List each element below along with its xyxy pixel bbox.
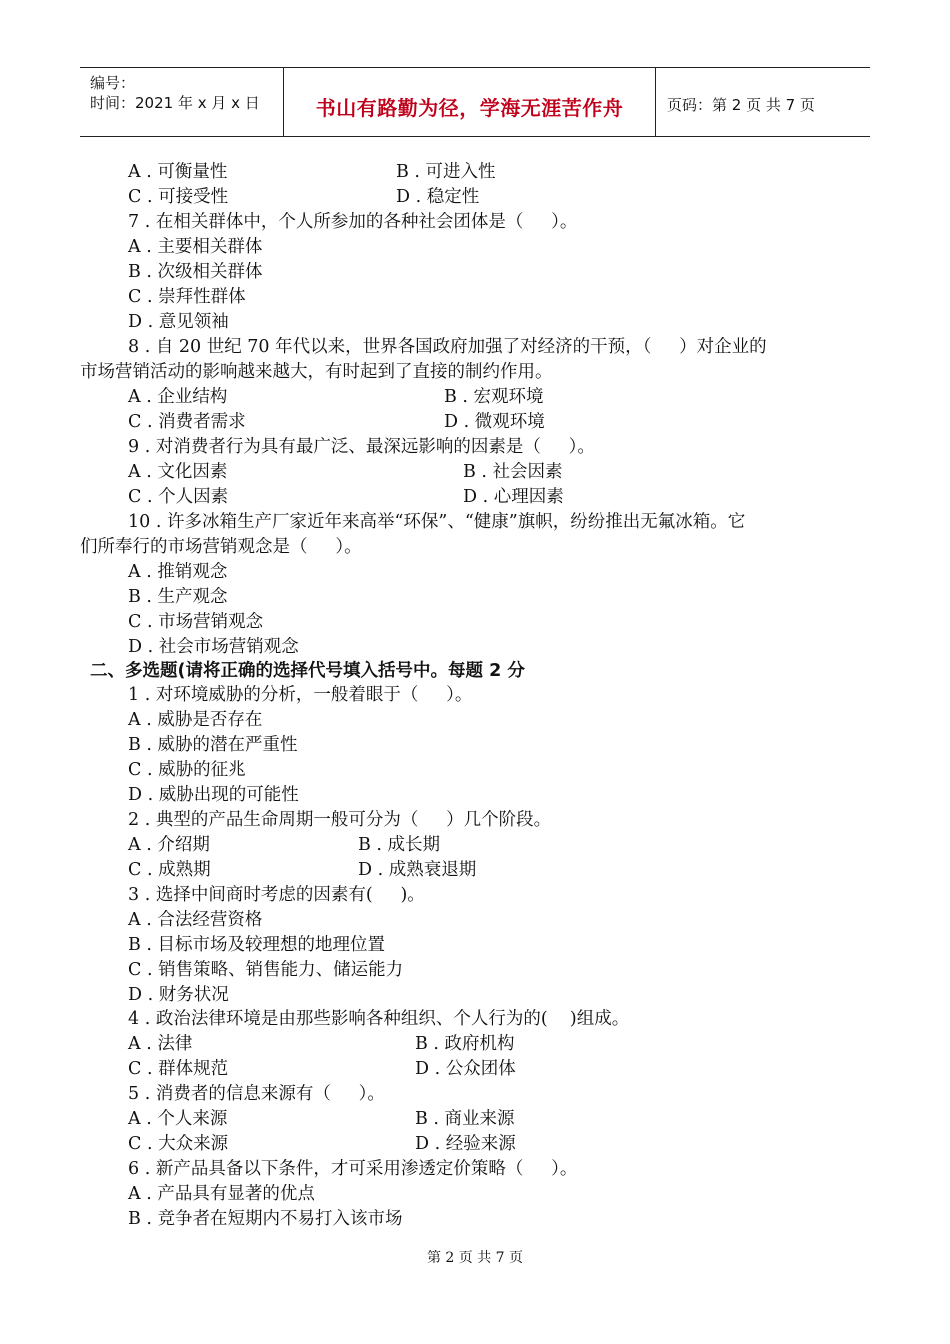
page-footer: 第 2 页 共 7 页 bbox=[426, 1250, 524, 1266]
text-line: A . 法律 bbox=[128, 1034, 193, 1054]
text-line: B . 商业来源 bbox=[415, 1109, 515, 1129]
document-header bbox=[80, 67, 870, 137]
text-line: A . 企业结构 bbox=[128, 387, 228, 407]
text-line: A . 可衡量性 bbox=[128, 162, 228, 182]
time-label: 时间：2021 年 x 月 x 日 bbox=[90, 94, 260, 112]
text-line: 9 . 对消费者行为具有最广泛、最深远影响的因素是（ ）。 bbox=[128, 437, 595, 457]
text-line: A . 文化因素 bbox=[128, 462, 228, 482]
text-line: C . 可接受性 bbox=[128, 187, 229, 207]
text-line: D . 意见领袖 bbox=[128, 312, 229, 332]
text-line: C . 消费者需求 bbox=[128, 412, 246, 432]
header-page-cell bbox=[655, 68, 870, 136]
text-line: D . 经验来源 bbox=[415, 1134, 516, 1154]
text-line: D . 公众团体 bbox=[415, 1059, 516, 1079]
text-line: C . 群体规范 bbox=[128, 1059, 229, 1079]
text-line: 们所奉行的市场营销观念是（ ）。 bbox=[80, 537, 362, 557]
text-line: A . 介绍期 bbox=[128, 835, 210, 855]
text-line: C . 成熟期 bbox=[128, 860, 211, 880]
motto: 书山有路勤为径，学海无涯苦作舟 bbox=[315, 96, 624, 120]
text-line: C . 销售策略、销售能力、储运能力 bbox=[128, 960, 404, 980]
text-line: A . 推销观念 bbox=[128, 562, 228, 582]
text-line: D . 财务状况 bbox=[128, 985, 229, 1005]
text-line: D . 威胁出现的可能性 bbox=[128, 785, 299, 805]
text-line: A . 合法经营资格 bbox=[128, 910, 263, 930]
text-line: B . 宏观环境 bbox=[444, 387, 544, 407]
text-line: D . 稳定性 bbox=[396, 187, 480, 207]
text-line: C . 个人因素 bbox=[128, 487, 229, 507]
text-line: A . 威胁是否存在 bbox=[128, 710, 263, 730]
text-line: 5 . 消费者的信息来源有（ ）。 bbox=[128, 1084, 385, 1104]
text-line: B . 成长期 bbox=[358, 835, 441, 855]
header-meta bbox=[80, 68, 283, 136]
text-line: D . 心理因素 bbox=[463, 487, 564, 507]
text-line: C . 大众来源 bbox=[128, 1134, 229, 1154]
text-line: 2 . 典型的产品生命周期一般可分为（ ）几个阶段。 bbox=[128, 810, 552, 830]
text-line: B . 生产观念 bbox=[128, 587, 228, 607]
text-line: D . 社会市场营销观念 bbox=[128, 637, 299, 657]
text-line: 1 . 对环境威胁的分析，一般着眼于（ ）。 bbox=[128, 685, 473, 705]
text-line: D . 微观环境 bbox=[444, 412, 545, 432]
text-line: B . 竞争者在短期内不易打入该市场 bbox=[128, 1209, 403, 1229]
text-line: B . 政府机构 bbox=[415, 1034, 515, 1054]
text-line: D . 成熟衰退期 bbox=[358, 860, 477, 880]
text-line: C . 威胁的征兆 bbox=[128, 760, 246, 780]
text-line: B . 目标市场及较理想的地理位置 bbox=[128, 935, 386, 955]
text-line: 市场营销活动的影响越来越大，有时起到了直接的制约作用。 bbox=[80, 362, 553, 382]
text-line: B . 威胁的潜在严重性 bbox=[128, 735, 298, 755]
text-line: A . 个人来源 bbox=[128, 1109, 228, 1129]
text-line: 7 . 在相关群体中，个人所参加的各种社会团体是（ ）。 bbox=[128, 212, 578, 232]
text-line: A . 产品具有显著的优点 bbox=[128, 1184, 315, 1204]
section-heading: 二、多选题(请将正确的选择代号填入括号中。每题 2 分 bbox=[90, 661, 525, 681]
text-line: 10 . 许多冰箱生产厂家近年来高举“环保”、“健康”旗帜，纷纷推出无氟冰箱。它 bbox=[128, 512, 746, 532]
text-line: 3 . 选择中间商时考虑的因素有( )。 bbox=[128, 885, 425, 905]
page-info: 页码：第 2 页 共 7 页 bbox=[667, 96, 815, 114]
text-line: B . 社会因素 bbox=[463, 462, 563, 482]
text-line: 6 . 新产品具备以下条件，才可采用渗透定价策略（ ）。 bbox=[128, 1159, 578, 1179]
text-line: B . 可进入性 bbox=[396, 162, 496, 182]
number-label: 编号： bbox=[90, 74, 136, 92]
text-line: A . 主要相关群体 bbox=[128, 237, 263, 257]
text-line: C . 市场营销观念 bbox=[128, 612, 264, 632]
text-line: C . 崇拜性群体 bbox=[128, 287, 246, 307]
header-motto-cell bbox=[283, 68, 656, 136]
text-line: B . 次级相关群体 bbox=[128, 262, 263, 282]
text-line: 4 . 政治法律环境是由那些影响各种组织、个人行为的( )组成。 bbox=[128, 1009, 630, 1029]
text-line: 8 . 自 20 世纪 70 年代以来，世界各国政府加强了对经济的干预，（ ）对企业的 bbox=[128, 337, 767, 357]
